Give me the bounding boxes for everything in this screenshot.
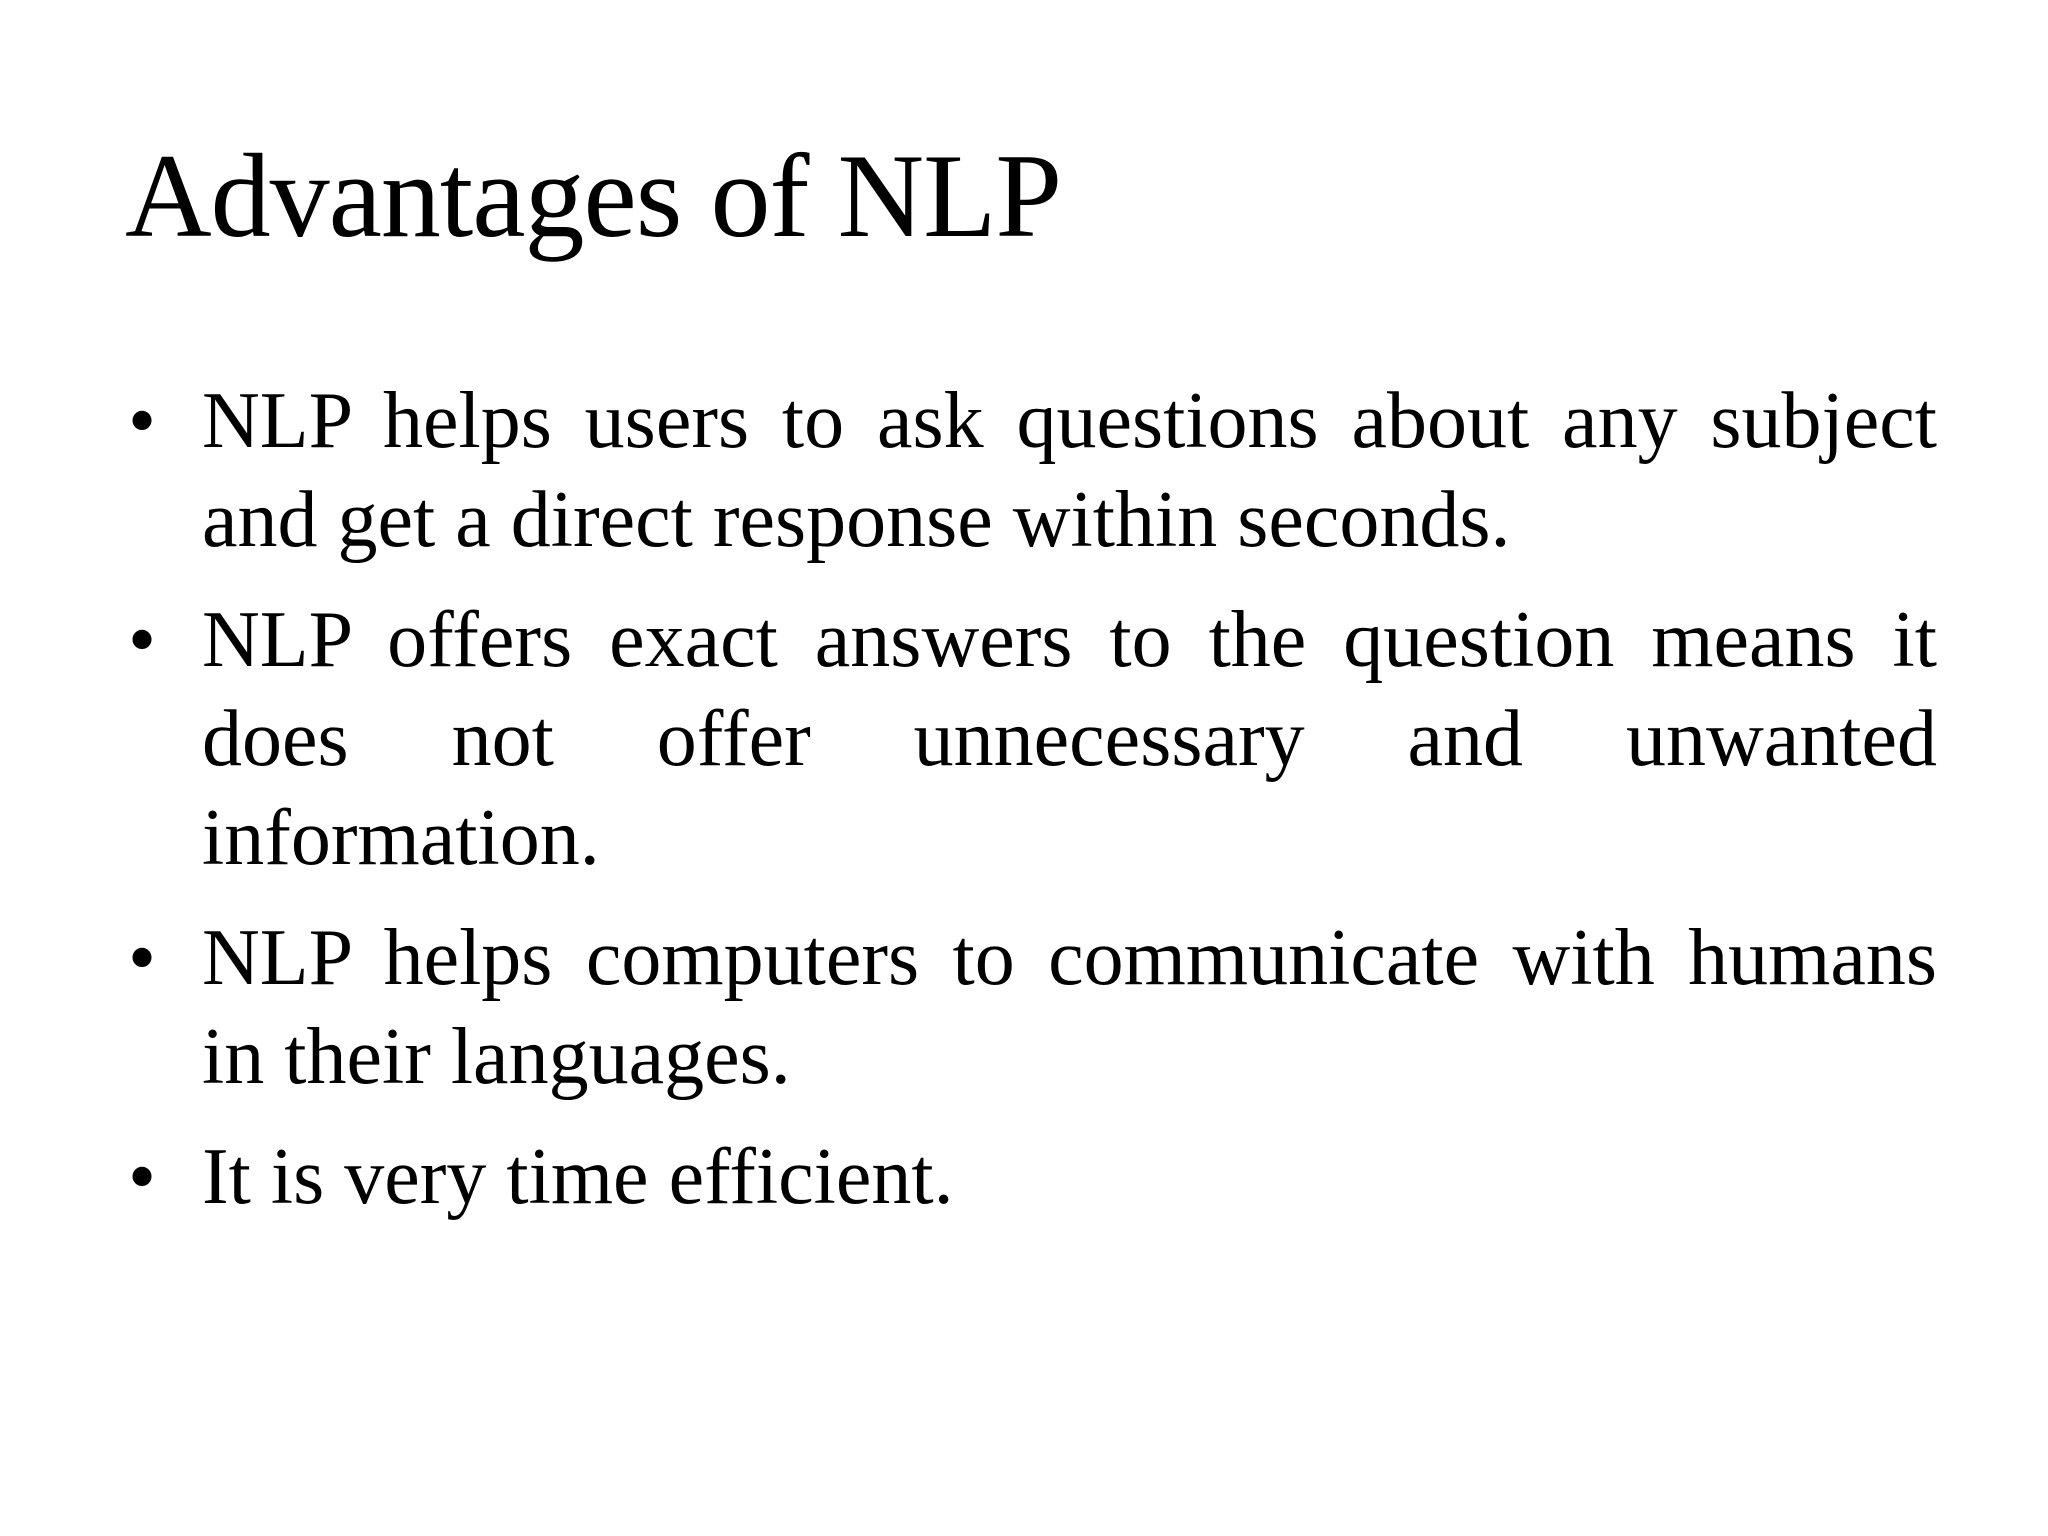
bullet-item [125,909,1937,1107]
bullet-icon: • [128,1133,157,1221]
bullet-icon: • [128,377,157,465]
bullet-icon: • [128,596,157,684]
bullet-text: It is very time efficient. [202,1133,954,1221]
slide-title: Advantages of NLP [125,129,1062,262]
bullet-icon: • [128,914,157,1002]
bullet-item [125,1128,1937,1227]
bullet-text: NLP helps users to ask questions about any subject and get a direct response within seconds. [202,377,1937,564]
bullet-list [125,372,1937,1248]
bullet-text: NLP offers exact answers to the question means it does not offer unnecessary and unwanted information. [202,596,1937,882]
bullet-item [125,372,1937,570]
bullet-item [125,591,1937,888]
bullet-text: NLP helps computers to communicate with humans in their languages. [202,914,1937,1101]
